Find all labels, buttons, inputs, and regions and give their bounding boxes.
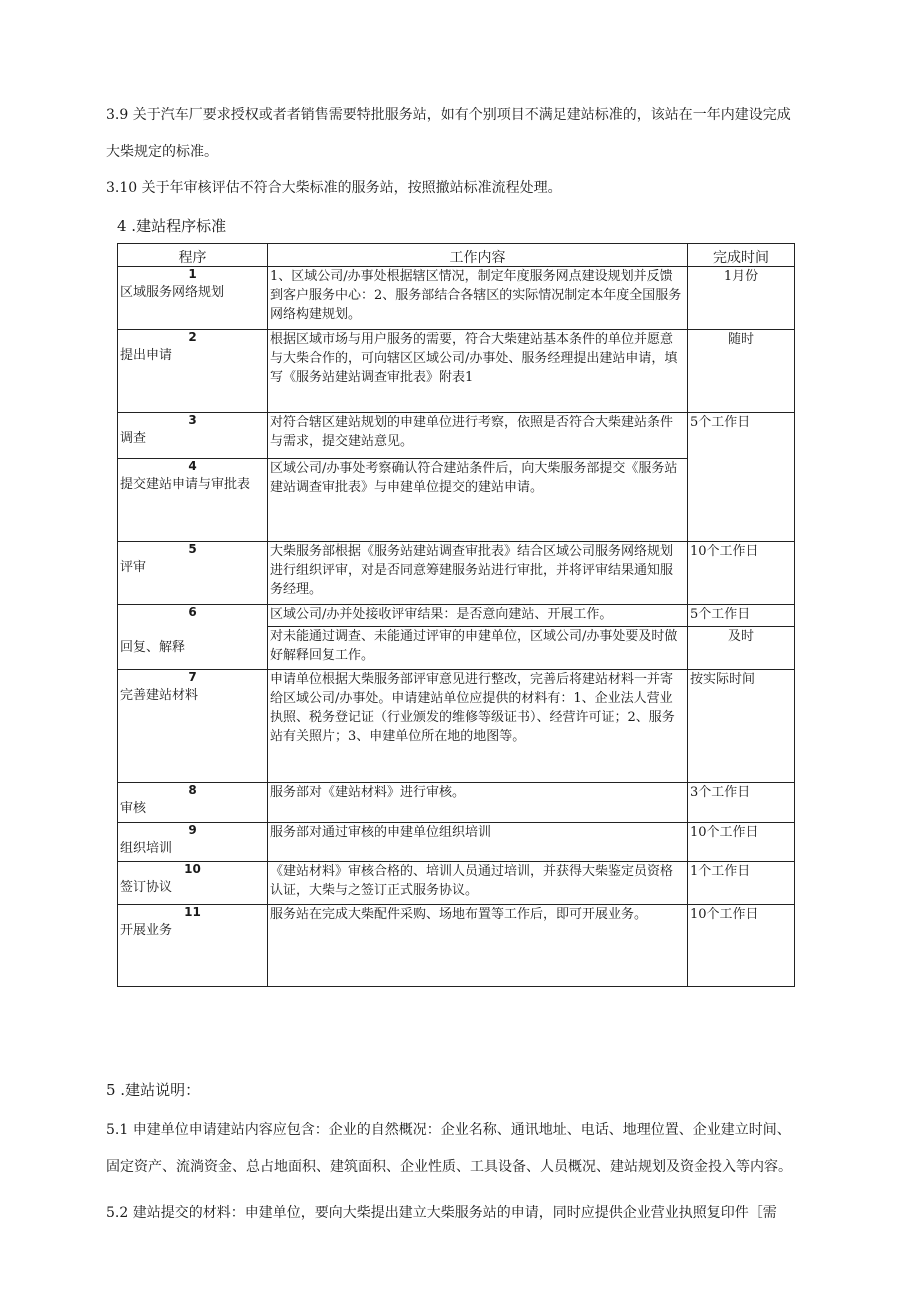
paragraph-5-2: 5.2 建站提交的材料：申建单位，要向大柴提出建立大柴服务站的申请，同时应提供企业营业执照复印件［需 <box>106 1205 777 1221</box>
step-name: 组织培训 <box>120 841 173 856</box>
step-number: 5 <box>188 542 197 556</box>
step-name: 调查 <box>120 431 147 446</box>
paragraph-3-9-line2: 大柴规定的标准。 <box>106 144 218 160</box>
table-header-row <box>118 244 795 267</box>
paragraph-5-1-line2: 固定资产、流淌资金、总占地面积、建筑面积、企业性质、工具设备、人员概况、建站规划及资金投入等内容。 <box>106 1159 792 1175</box>
section-5-title: 5 .建站说明： <box>106 1081 201 1099</box>
table-row <box>118 542 795 605</box>
content-cell: 服务部对通过审核的申建单位组织培训 <box>268 823 688 862</box>
time-cell: 按实际时间 <box>688 670 795 783</box>
time-cell: 3个工作日 <box>688 783 795 823</box>
step-cell <box>118 413 268 459</box>
step-name: 回复、解释 <box>120 640 186 655</box>
content-cell: 服务部对《建站材料》进行审核。 <box>268 783 688 823</box>
step-name: 区域服务网络规划 <box>120 285 225 300</box>
step-number: 7 <box>188 670 197 684</box>
content-cell: 根据区域市场与用户服务的需要，符合大柴建站基本条件的单位并愿意与大柴合作的，可向辖区区域公司/办事处、服务经理提出建站申请，填写《服务站建站调查审批表》附表1 <box>268 330 688 413</box>
content-cell: 对符合辖区建站规划的申建单位进行考察，依照是否符合大柴建站条件与需求，提交建站意见。 <box>268 413 688 459</box>
step-number: 2 <box>188 330 197 344</box>
content-cell: 服务站在完成大柴配件采购、场地布置等工作后，即可开展业务。 <box>268 905 688 987</box>
time-cell: 1个工作日 <box>688 862 795 905</box>
step-name: 开展业务 <box>120 923 173 938</box>
step-number: 6 <box>188 605 197 619</box>
table-row <box>118 413 795 459</box>
step-cell <box>118 862 268 905</box>
step-number: 11 <box>184 905 201 919</box>
time-cell: 10个工作日 <box>688 542 795 605</box>
step-cell <box>118 542 268 605</box>
content-cell: 《建站材料》审核合格的、培训人员通过培训，并获得大柴鉴定员资格认证，大柴与之签订正式服务协议。 <box>268 862 688 905</box>
table-row <box>118 905 795 987</box>
header-procedure: 程序 <box>118 244 268 267</box>
step-number: 8 <box>188 783 197 797</box>
time-cell: 及时 <box>688 627 795 670</box>
step-cell <box>118 783 268 823</box>
step-cell <box>118 905 268 987</box>
step-name: 完善建站材料 <box>120 688 199 703</box>
table-row <box>118 823 795 862</box>
table-row <box>118 605 795 627</box>
step-cell <box>118 823 268 862</box>
paragraph-5-1-line1: 5.1 申建单位申请建站内容应包含：企业的自然概况：企业名称、通讯地址、电话、地理位置、企业建立时间、 <box>106 1122 791 1138</box>
step-number: 10 <box>184 862 201 876</box>
content-cell: 对未能通过调查、未能通过评审的申建单位，区域公司/办事处要及时做好解释回复工作。 <box>268 627 688 670</box>
header-content: 工作内容 <box>268 244 688 267</box>
time-cell: 5个工作日 <box>688 413 795 542</box>
time-cell: 1月份 <box>688 267 795 330</box>
table-row <box>118 670 795 783</box>
step-number: 9 <box>188 823 197 837</box>
time-cell: 5个工作日 <box>688 605 795 627</box>
table-row <box>118 862 795 905</box>
step-name: 提出申请 <box>120 348 173 363</box>
time-cell: 10个工作日 <box>688 905 795 987</box>
step-name: 签订协议 <box>120 880 173 895</box>
procedure-table <box>117 243 795 987</box>
table-row <box>118 267 795 330</box>
content-cell: 1、区域公司/办事处根据辖区情况，制定年度服务网点建设规划并反馈到客户服务中心：2、服务部结合各辖区的实际情况制定本年度全国服务网络构建规划。 <box>268 267 688 330</box>
content-cell: 区域公司/办事处考察确认符合建站条件后，向大柴服务部提交《服务站建站调查审批表》与申建单位提交的建站申请。 <box>268 459 688 542</box>
step-number: 4 <box>188 459 197 473</box>
section-4-title: 4 .建站程序标准 <box>117 217 227 235</box>
paragraph-3-9-line1: 3.9 关于汽车厂要求授权或者者销售需要特批服务站，如有个别项目不满足建站标准的，该站在一年内建设完成 <box>106 107 791 123</box>
content-cell: 大柴服务部根据《服务站建站调查审批表》结合区域公司服务网络规划进行组织评审，对是否同意筹建服务站进行审批，并将评审结果通知服务经理。 <box>268 542 688 605</box>
step-name: 评审 <box>120 560 147 575</box>
step-cell <box>118 605 268 670</box>
step-cell <box>118 267 268 330</box>
step-cell <box>118 670 268 783</box>
table-row <box>118 783 795 823</box>
step-number: 3 <box>188 413 197 427</box>
content-cell: 区域公司/办并处接收评审结果：是否意向建站、开展工作。 <box>268 605 688 627</box>
content-cell: 申请单位根据大柴服务部评审意见进行整改，完善后将建站材料一并寄给区域公司/办事处。申请建站单位应提供的材料有：1、企业法人营业执照、税务登记证（行业颁发的维修等级证书）、经营许可证；2、服务站有关照片；3、申建单位所在地的地图等。 <box>268 670 688 783</box>
time-cell: 10个工作日 <box>688 823 795 862</box>
step-number: 1 <box>188 267 197 281</box>
step-name: 审核 <box>120 801 147 816</box>
step-cell <box>118 330 268 413</box>
step-cell <box>118 459 268 542</box>
header-time: 完成时间 <box>688 244 795 267</box>
paragraph-3-10: 3.10 关于年审核评估不符合大柴标准的服务站，按照撤站标准流程处理。 <box>106 180 562 196</box>
time-cell: 随时 <box>688 330 795 413</box>
table-row <box>118 330 795 413</box>
step-name: 提交建站申请与审批表 <box>120 477 251 492</box>
